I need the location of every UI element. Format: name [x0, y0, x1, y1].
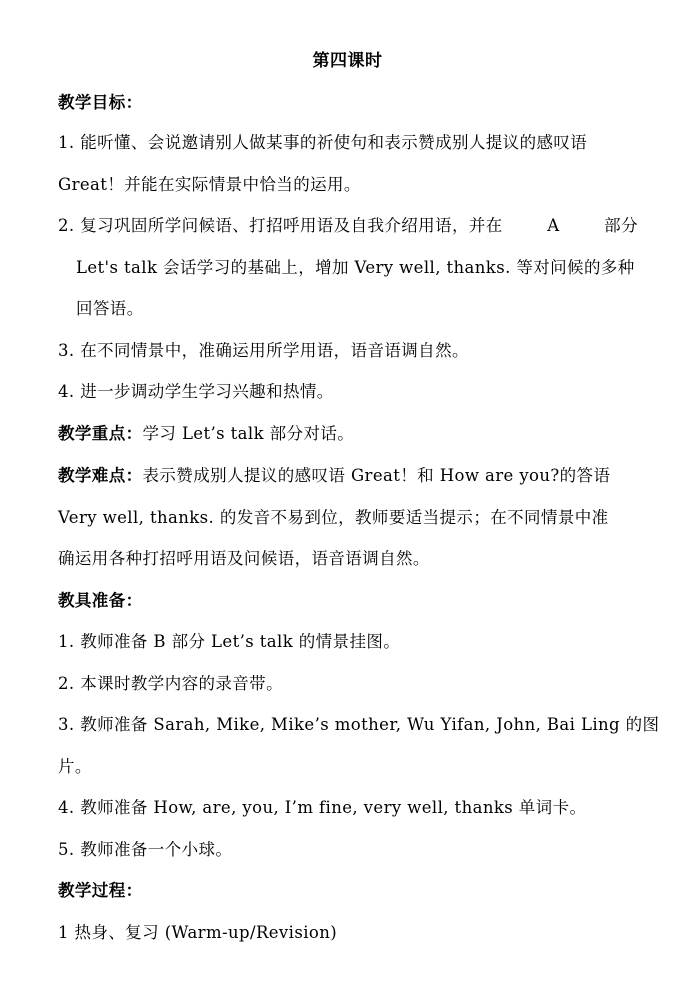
difficulty-text: 表示赞成别人提议的感叹语 Great！和 How are you?的答语 [142, 466, 611, 485]
objective-2-line-1-text: 2. 复习巩固所学问候语、打招呼用语及自我介绍用语，并在 [58, 216, 503, 235]
materials-heading: 教具准备： [58, 591, 143, 610]
objective-3: 3. 在不同情景中，准确运用所学用语，语音语调自然。 [58, 341, 469, 360]
difficulty-line-1 [58, 465, 643, 487]
objective-2-line-1-part: A [547, 216, 560, 235]
material-5: 5. 教师准备一个小球。 [58, 840, 233, 859]
material-1: 1. 教师准备 B 部分 Let’s talk 的情景挂图。 [58, 632, 401, 651]
objective-1-line-1: 1. 能听懂、会说邀请别人做某事的祈使句和表示赞成别人提议的感叹语 [58, 133, 588, 152]
difficulty-line-2: Very well, thanks. 的发音不易到位，教师要适当提示；在不同情景中准 [58, 508, 609, 527]
key-point-text: 学习 Let’s talk 部分对话。 [142, 424, 355, 443]
page-title: 第四课时 [312, 51, 383, 71]
objective-1-line-2: Great！并能在实际情景中恰当的运用。 [58, 175, 361, 194]
material-2: 2. 本课时教学内容的录音带。 [58, 674, 283, 693]
objective-2-line-1-end: 部分 [604, 216, 638, 235]
material-3-line-2: 片。 [58, 757, 92, 776]
difficulty-label: 教学难点： [58, 466, 143, 485]
objective-2-line-2: Let's talk 会话学习的基础上，增加 Very well, thanks. 等对问候的多种 [76, 258, 635, 277]
process-heading: 教学过程： [58, 881, 143, 900]
material-3-line-1: 3. 教师准备 Sarah, Mike, Mike’s mother, Wu Yifan, John, Bai Ling 的图 [58, 715, 660, 734]
objectives-heading: 教学目标： [58, 93, 143, 112]
objective-2-line-3: 回答语。 [76, 299, 144, 318]
material-4: 4. 教师准备 How, are, you, I’m fine, very well, thanks 单词卡。 [58, 798, 587, 817]
objective-2-line-1 [58, 215, 638, 237]
key-point [58, 423, 643, 445]
process-step-1: 1 热身、复习 (Warm-up/Revision) [58, 923, 338, 942]
difficulty-line-3: 确运用各种打招呼用语及问候语，语音语调自然。 [58, 549, 430, 568]
objective-4: 4. 进一步调动学生学习兴趣和热情。 [58, 382, 334, 401]
key-point-label: 教学重点： [58, 424, 143, 443]
